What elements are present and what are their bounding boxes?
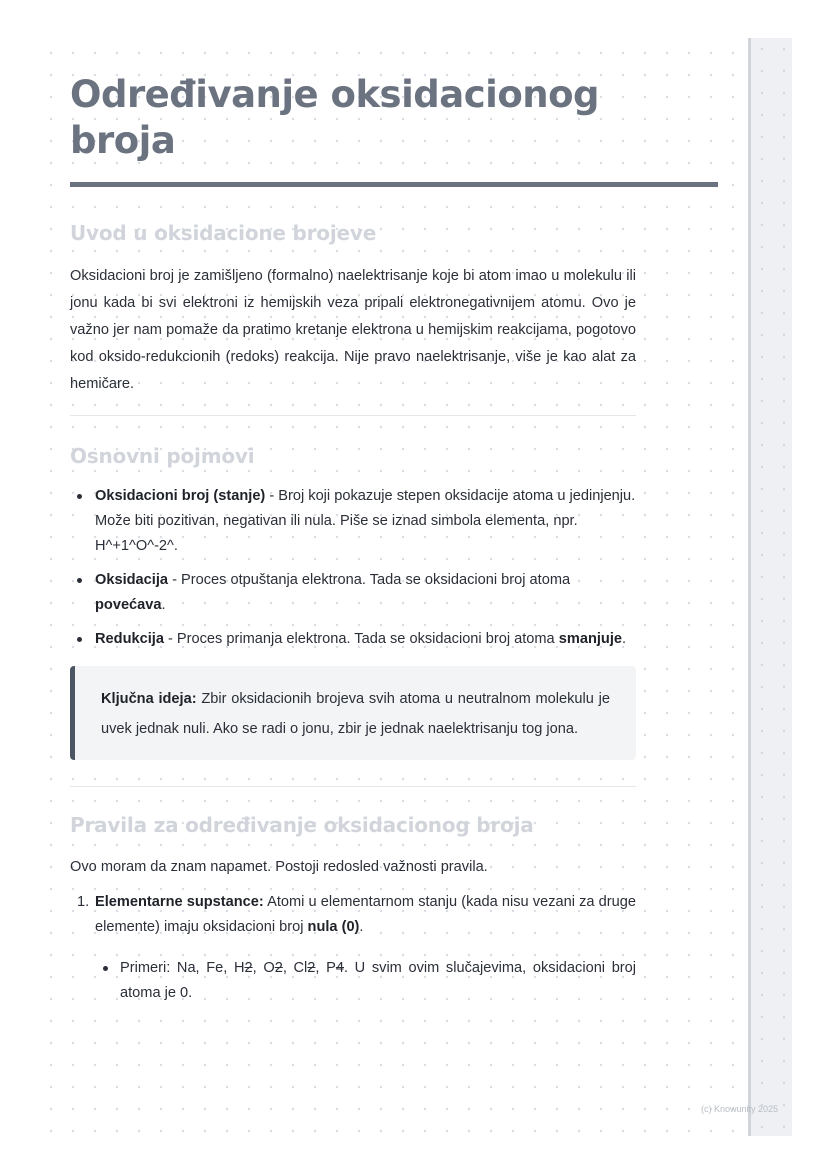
intro-paragraph: Oksidacioni broj je zamišljeno (formalno) naelektrisanje koje bi atom imao u molekulu ili jonu kada bi svi elektroni iz hemijskih veza pripali elektronegativnijem atomu. Ovo je važno jer nam pomaže da pratimo kretanje elektrona u hemijskim reakcijama, pogotovo kod oksido-redukcionih (redoks) reakcija. Nije pravo naelektrisanje, više je kao alat za hemičare. — [70, 268, 636, 392]
copyright-footer: (c) Knowunity 2025 — [700, 1104, 778, 1114]
sentence-end: . — [161, 597, 166, 613]
section-divider — [70, 415, 636, 416]
example-text: Primeri: Na, Fe, H — [120, 960, 245, 976]
struck-subscript: 2 — [274, 960, 283, 976]
list-item — [95, 956, 636, 1006]
rules-list — [70, 890, 636, 1006]
emphasis-word: nula (0) — [307, 919, 360, 935]
term-definition: - Proces primanja elektrona. Tada se oksidacioni broj atoma — [163, 631, 559, 647]
page-title: Određivanje oksidacionog broja — [70, 73, 599, 162]
example-text: , P — [315, 960, 336, 976]
key-idea-callout — [70, 666, 636, 760]
callout-label: Ključna ideja: — [101, 691, 197, 707]
sentence-end: . — [622, 631, 627, 647]
section-divider — [70, 786, 636, 787]
rule-examples-list — [95, 956, 636, 1006]
list-item — [70, 484, 636, 559]
title-underline — [70, 182, 718, 187]
term-definition: - Broj koji pokazuje stepen oksidacije atoma u jedinjenju. Može biti pozitivan, negativan ili nula. Piše se iznad simbola elementa, npr. H^+1^O^-2^. — [95, 488, 636, 554]
example-text: , O — [252, 960, 275, 976]
rules-intro: Ovo moram da znam napamet. Postoji redosled važnosti pravila. — [70, 859, 488, 875]
example-text: , Cl — [282, 960, 308, 976]
basics-list — [70, 484, 636, 652]
sentence-end: . — [359, 919, 364, 935]
rule-title: Elementarne supstance: — [95, 894, 264, 910]
term-label: Oksidacija — [95, 572, 169, 588]
rule-text: Atomi u elementarnom stanju (kada nisu vezani za druge elemente) imaju oksidacioni broj — [95, 894, 636, 935]
emphasis-word: smanjuje — [558, 631, 622, 647]
term-definition: - Proces otpuštanja elektrona. Tada se oksidacioni broj atoma — [168, 572, 571, 588]
rule-item — [70, 890, 636, 1006]
example-text: . U svim ovim slučajevima, oksidacioni broj atoma je 0. — [120, 960, 637, 1001]
struck-subscript: 2 — [307, 960, 316, 976]
list-item — [70, 627, 636, 652]
section-heading-rules: Pravila za određivanje oksidacionog broja — [70, 813, 534, 837]
emphasis-word: povećava — [95, 597, 162, 613]
section-heading-basics: Osnovni pojmovi — [70, 444, 255, 468]
term-label: Redukcija — [95, 631, 164, 647]
document-content — [70, 72, 636, 1006]
struck-subscript: 2 — [244, 960, 253, 976]
rule-number: 1. — [77, 894, 90, 910]
section-heading-intro: Uvod u oksidacione brojeve — [70, 221, 377, 245]
term-label: Oksidacioni broj (stanje) — [95, 488, 266, 504]
callout-text: Zbir oksidacionih brojeva svih atoma u neutralnom molekulu je uvek jednak nuli. Ako se radi o jonu, zbir je jednak naelektrisanju tog jona. — [101, 691, 610, 737]
struck-subscript: 4 — [335, 960, 344, 976]
list-item — [70, 568, 636, 618]
page-margin-strip — [748, 38, 792, 1136]
